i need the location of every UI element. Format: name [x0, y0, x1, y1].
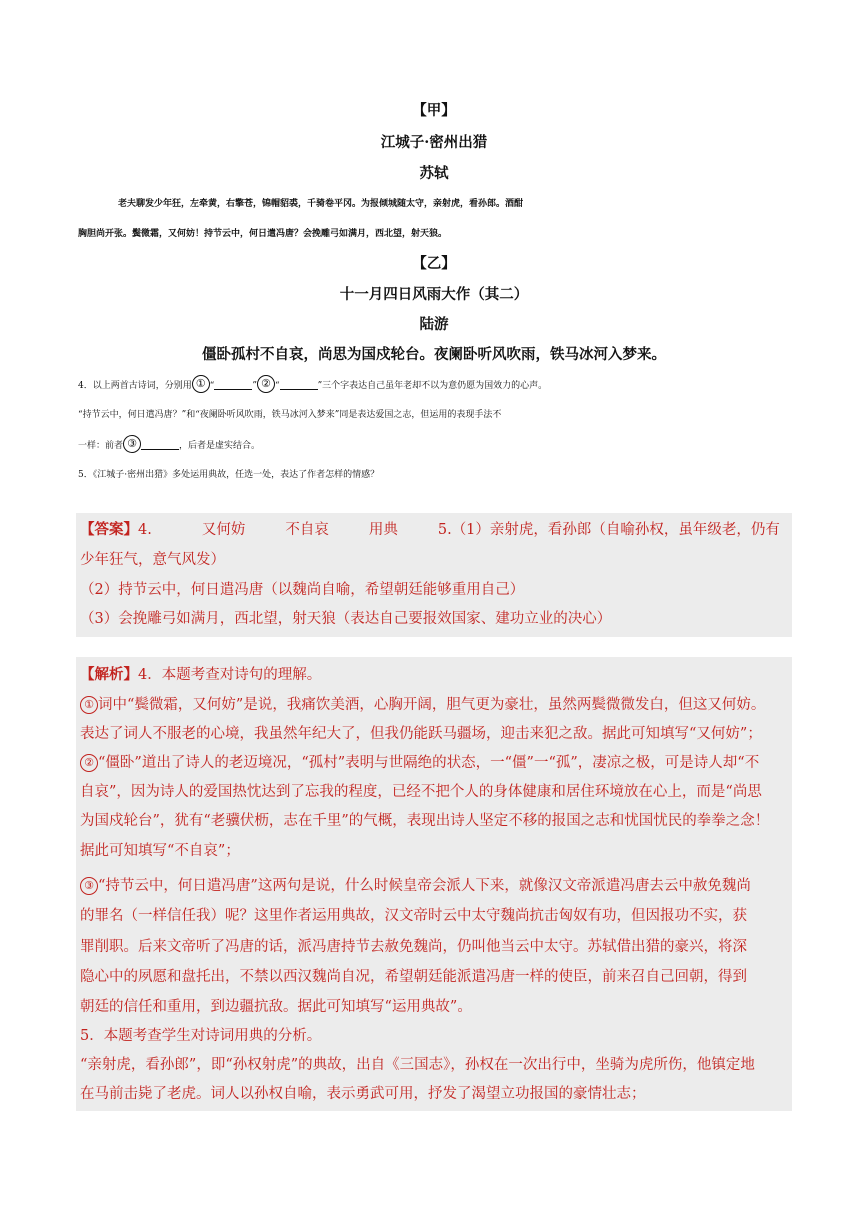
analysis-intro-line — [80, 665, 321, 685]
analysis-p3-line-1 — [80, 876, 751, 896]
answer-line-1 — [80, 520, 780, 540]
analysis-intro: 4．本题考查对诗句的理解。 — [138, 667, 322, 683]
question-4-line-2: “持节云中，何日遣冯唐？”和“夜阑卧听风吹雨，铁马冰河入梦来”同是表达爱国之志，但运用的表现手法不 — [78, 410, 502, 420]
answer-line-3: （2）持节云中，何日遣冯唐（以魏尚自喻，希望朝廷能够重用自己） — [80, 582, 525, 598]
analysis-p3-line-2: 的罪名（一样信任我）呢？这里作者运用典故，汉文帝时云中太守魏尚抗击匈奴有功，但因报功不实，获 — [80, 908, 747, 924]
quote-close-1: ” — [252, 381, 257, 391]
analysis-p2-line-1 — [80, 753, 759, 773]
analysis-p2-line-2: 自哀”，因为诗人的爱国热忱达到了忘我的程度，已经不把个人的身体健康和居住环境放在心上，而是“尚思 — [80, 784, 762, 800]
analysis-p3-line-5: 朝廷的信任和重用，到边疆抗敌。据此可知填写“运用典故”。 — [80, 999, 472, 1015]
answer-q4-number: 4. — [138, 522, 152, 538]
circled-number-3: ③ — [123, 435, 141, 453]
answer-blank-2[interactable] — [280, 375, 318, 390]
poem-yi-title: 十一月四日风雨大作（其二） — [339, 286, 529, 303]
answer-blank-1[interactable] — [214, 375, 252, 390]
question-4-prefix: 4．以上两首古诗词，分别用 — [78, 381, 192, 391]
analysis-q5-line-1: “亲射虎，看孙郎”，即“孙权射虎”的典故，出自《三国志》，孙权在一次出行中，坐骑为虎所伤，他镇定地 — [80, 1057, 755, 1073]
analysis-p3-line-3: 罪削职。后来文帝听了冯唐的话，派冯唐持节去赦免魏尚，仍叫他当云中太守。苏轼借出猎的豪兴，将深 — [80, 939, 747, 955]
question-5: 5．《江城子·密州出猎》多处运用典故，任选一处，表达了作者怎样的情感？ — [78, 470, 380, 480]
circled-number-1: ① — [192, 375, 210, 393]
analysis-p3-line-4: 隐心中的夙愿和盘托出，不禁以西汉魏尚自况，希望朝廷能派遣冯唐一样的使臣，前来召自己回朝，得到 — [80, 969, 747, 985]
poem-jia-line-2: 胸胆尚开张。鬓微霜，又何妨！持节云中，何日遣冯唐？会挽雕弓如满月，西北望，射天狼。 — [78, 229, 448, 239]
analysis-p2-line-4: 据此可知填写“不自哀”； — [80, 843, 240, 859]
circled-number-2: ② — [257, 375, 275, 393]
answer-q4-2: 不自哀 — [285, 522, 329, 538]
question-4-line-3-end: ，后者是虚实结合。 — [179, 441, 261, 451]
answer-line-4: （3）会挽雕弓如满月，西北望，射天狼（表达自己要报效国家、建功立业的决心） — [80, 611, 612, 627]
analysis-label: 【解析】 — [80, 666, 138, 683]
circled-number-3: ③ — [80, 877, 98, 895]
answer-line-2: 少年狂气，意气风发） — [80, 552, 225, 568]
analysis-p2-text-1: “僵卧”道出了诗人的老迈境况，“孤村”表明与世隔绝的状态，一“僵”一“孤”，凄凉之极，可是诗人却“不 — [98, 755, 760, 771]
poem-jia-line-1: 老夫聊发少年狂，左牵黄，右擎苍，锦帽貂裘，千骑卷平冈。为报倾城随太守，亲射虎，看孙郎。酒酣 — [118, 199, 524, 209]
question-4-suffix: ”三个字表达自己虽年老却不以为意仍愿为国效力的心声。 — [317, 381, 548, 391]
analysis-p3-text-1: “持节云中，何日遣冯唐”这两句是说，什么时候皇帝会派人下来，就像汉文帝派遣冯唐去云中赦免魏尚 — [98, 878, 751, 894]
poem-jia-title: 江城子·密州出猎 — [380, 134, 488, 151]
analysis-p1-line-2: 表达了词人不服老的心境，我虽然年纪大了，但我仍能跃马疆场，迎击来犯之敌。据此可知填写“又何妨”； — [80, 726, 762, 742]
circled-number-2: ② — [80, 754, 98, 772]
circled-number-1: ① — [80, 696, 98, 714]
analysis-p2-line-3: 为国戍轮台”，犹有“老骥伏枥，志在千里”的气概，表现出诗人坚定不移的报国之志和忧国忧民的拳拳之念！ — [80, 813, 770, 829]
poem-jia-label: 【甲】 — [412, 102, 456, 119]
analysis-p1-line-1 — [80, 695, 765, 715]
poem-yi-line-1: 僵卧孤村不自哀，尚思为国戍轮台。夜阑卧听风吹雨，铁马冰河入梦来。 — [202, 346, 666, 363]
poem-yi-author: 陆游 — [419, 316, 449, 333]
answer-q4-3: 用典 — [368, 522, 398, 538]
answer-label: 【答案】 — [80, 521, 138, 538]
question-4-line-3-start: 一样：前者 — [78, 441, 124, 451]
poem-jia-author: 苏轼 — [419, 165, 449, 182]
quote-open-2: “ — [274, 381, 280, 391]
answer-q4-1: 又何妨 — [201, 522, 246, 538]
analysis-q5-line-2: 在马前击毙了老虎。词人以孙权自喻，表示勇武可用，抒发了渴望立功报国的豪情壮志； — [80, 1086, 646, 1102]
answer-q5-number: 5. — [437, 522, 452, 538]
answer-q5-item-1: （1）亲射虎，看孙郎（自喻孙权，虽年级老，仍有 — [451, 522, 780, 538]
answer-blank-3[interactable] — [141, 435, 179, 450]
quote-open-1: “ — [209, 381, 215, 391]
analysis-p1-text-1: 词中“鬓微霜，又何妨”是说，我痛饮美酒，心胸开阔，胆气更为豪壮，虽然两鬓微微发白，但这又何妨。 — [98, 697, 766, 713]
poem-yi-label: 【乙】 — [412, 255, 456, 272]
analysis-q5-title: 5．本题考查学生对诗词用典的分析。 — [80, 1028, 322, 1044]
question-4-line-1 — [78, 375, 798, 396]
question-4-line-3 — [78, 435, 798, 456]
